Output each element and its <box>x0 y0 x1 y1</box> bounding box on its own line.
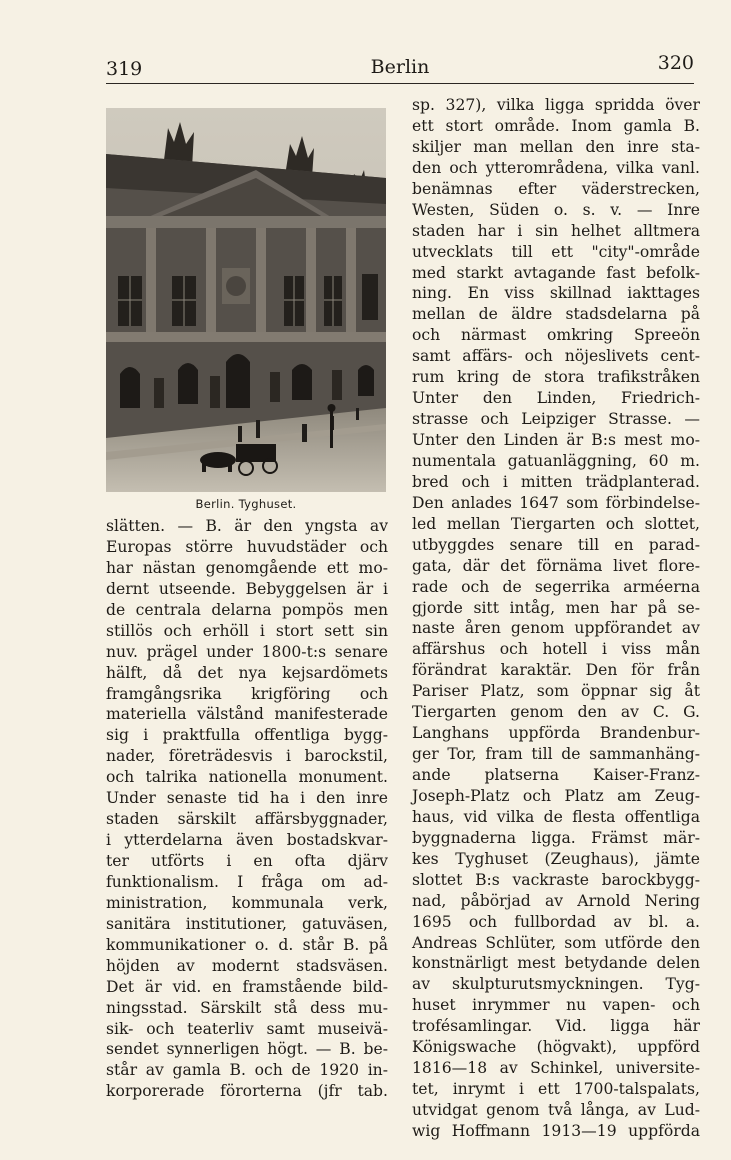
text-line: ningsstad. Särskilt stå dess mu- <box>106 998 388 1017</box>
text-line: affärshus och hotell i viss mån <box>412 640 700 659</box>
text-line: sig i praktfulla offentliga bygg- <box>106 726 388 745</box>
text-line: har nästan genomgående ett mo- <box>106 558 388 577</box>
text-column-right <box>412 95 700 1142</box>
text-line: i ytterdelarna även bostadskvar- <box>106 831 388 850</box>
text-line: skiljer man mellan den inre sta- <box>412 137 700 156</box>
text-line: ning. En viss skillnad iakttages <box>412 284 700 303</box>
text-line: gjorde sitt intåg, men har på se- <box>412 598 700 617</box>
text-line: byggnaderna ligga. Främst mär- <box>412 828 700 847</box>
text-line: staden har i sin helhet alltmera <box>412 221 700 240</box>
text-line: förändrat karaktär. Den för från <box>412 661 700 680</box>
text-line: konstnärligt mest betydande delen <box>412 954 700 973</box>
text-line: kes Tyghuset (Zeughaus), jämte <box>412 849 700 868</box>
text-line: Königswache (högvakt), uppförd <box>412 1038 700 1057</box>
header-rule <box>106 83 694 84</box>
figure-caption: Berlin. Tyghuset. <box>195 497 297 511</box>
text-line: nuv. prägel under 1800-t:s senare <box>106 642 388 661</box>
text-line: trofésamlingar. Vid. ligga här <box>412 1017 700 1036</box>
text-line: sanitära institutioner, gatuväsen, <box>106 914 388 933</box>
tyghuset-photo <box>106 108 386 492</box>
text-line: sendet synnerligen högt. — B. be- <box>106 1040 388 1059</box>
text-line: funktionalism. I fråga om ad- <box>106 872 388 891</box>
text-line: nader, företrädesvis i barockstil, <box>106 747 388 766</box>
text-line: naste åren genom uppförandet av <box>412 619 700 638</box>
text-line: utvecklats till ett "city"-område <box>412 242 700 261</box>
text-line: Westen, Süden o. s. v. — Inre <box>412 200 700 219</box>
text-line: Europas större huvudstäder och <box>106 537 388 556</box>
page-number-right: 320 <box>657 52 694 74</box>
text-line: med starkt avtagande fast befolk- <box>412 263 700 282</box>
text-line: rum kring de stora trafikstråken <box>412 368 700 387</box>
text-line: benämnas efter väderstrecken, <box>412 179 700 198</box>
text-line: ett stort område. Inom gamla B. <box>412 116 700 135</box>
text-line: utvidgat genom två långa, av Lud- <box>412 1101 700 1119</box>
text-line: Den anlades 1647 som förbindelse- <box>412 493 700 512</box>
text-line: korporerade förorterna (jfr tab. <box>106 1082 388 1101</box>
text-line: av skulpturutsmyckningen. Tyg- <box>412 975 700 994</box>
text-line: hälft, då det nya kejsardömets <box>106 663 388 682</box>
text-line: slätten. — B. är den yngsta av <box>106 517 388 535</box>
text-line: rade och de segerrika arméerna <box>412 577 700 596</box>
running-title: Berlin <box>370 56 430 78</box>
text-line: ministration, kommunala verk, <box>106 893 388 912</box>
text-line: tet, inrymt i ett 1700-talspalats, <box>412 1080 700 1099</box>
text-line: Andreas Schlüter, som utförde den <box>412 933 700 952</box>
page-number-left: 319 <box>106 58 143 80</box>
text-line: står av gamla B. och de 1920 in- <box>106 1061 388 1080</box>
text-line: sik- och teaterliv samt museivä- <box>106 1019 388 1038</box>
text-line: nad, påbörjad av Arnold Nering <box>412 891 700 910</box>
text-line: de centrala delarna pompös men <box>106 600 388 619</box>
text-line: bred och i mitten trädplanterad. <box>412 472 700 491</box>
text-line: Unter den Linden är B:s mest mo- <box>412 431 700 449</box>
text-line: kommunikationer o. d. står B. på <box>106 935 388 954</box>
text-line: ger Tor, fram till de sammanhäng- <box>412 745 700 764</box>
page-header <box>106 52 694 84</box>
text-line: Tiergarten genom den av C. G. <box>412 703 700 722</box>
text-line: den och ytterområdena, vilka vanl. <box>412 158 700 177</box>
text-line: ter utförts i en ofta djärv <box>106 852 388 870</box>
text-line: Under senaste tid ha i den inre <box>106 789 388 808</box>
text-line: och närmast omkring Spreeön <box>412 326 700 345</box>
text-line: Joseph-Platz och Platz am Zeug- <box>412 786 700 805</box>
text-line: höjden av modernt stadsväsen. <box>106 956 388 975</box>
text-line: framgångsrika krigföring och <box>106 684 388 703</box>
text-line: samt affärs- och nöjeslivets cent- <box>412 347 700 366</box>
text-line: Unter den Linden, Friedrich- <box>412 389 700 408</box>
text-line: strasse och Leipziger Strasse. — <box>412 410 700 429</box>
text-line: huset inrymmer nu vapen- och <box>412 996 700 1015</box>
text-line: haus, vid vilka de flesta offentliga <box>412 807 700 826</box>
tyghuset-illustration <box>106 108 386 492</box>
text-line: utbyggdes senare till en parad- <box>412 535 700 554</box>
text-line: led mellan Tiergarten och slottet, <box>412 514 700 533</box>
text-line: sp. 327), vilka ligga spridda över <box>412 96 700 114</box>
text-line: mellan de äldre stadsdelarna på <box>412 305 700 324</box>
text-column-left <box>106 516 388 1102</box>
text-line: staden särskilt affärsbyggnader, <box>106 810 388 829</box>
text-line: wig Hoffmann 1913—19 uppförda <box>412 1121 700 1140</box>
text-line: 1816—18 av Schinkel, universite- <box>412 1059 700 1078</box>
text-line: ande platserna Kaiser-Franz- <box>412 766 700 784</box>
text-line: Det är vid. en framstående bild- <box>106 977 388 996</box>
text-line: Langhans uppförda Brandenbur- <box>412 724 700 743</box>
text-line: slottet B:s vackraste barockbygg- <box>412 870 700 889</box>
text-line: stillös och erhöll i stort sett sin <box>106 621 388 640</box>
text-line: dernt utseende. Bebyggelsen är i <box>106 579 388 598</box>
text-line: numentala gatuanläggning, 60 m. <box>412 451 700 470</box>
text-line: och talrika nationella monument. <box>106 768 388 787</box>
text-line: Pariser Platz, som öppnar sig åt <box>412 682 700 701</box>
text-line: gata, där det förnäma livet flore- <box>412 556 700 575</box>
text-line: materiella välstånd manifesterade <box>106 705 388 724</box>
text-line: 1695 och fullbordad av bl. a. <box>412 912 700 931</box>
